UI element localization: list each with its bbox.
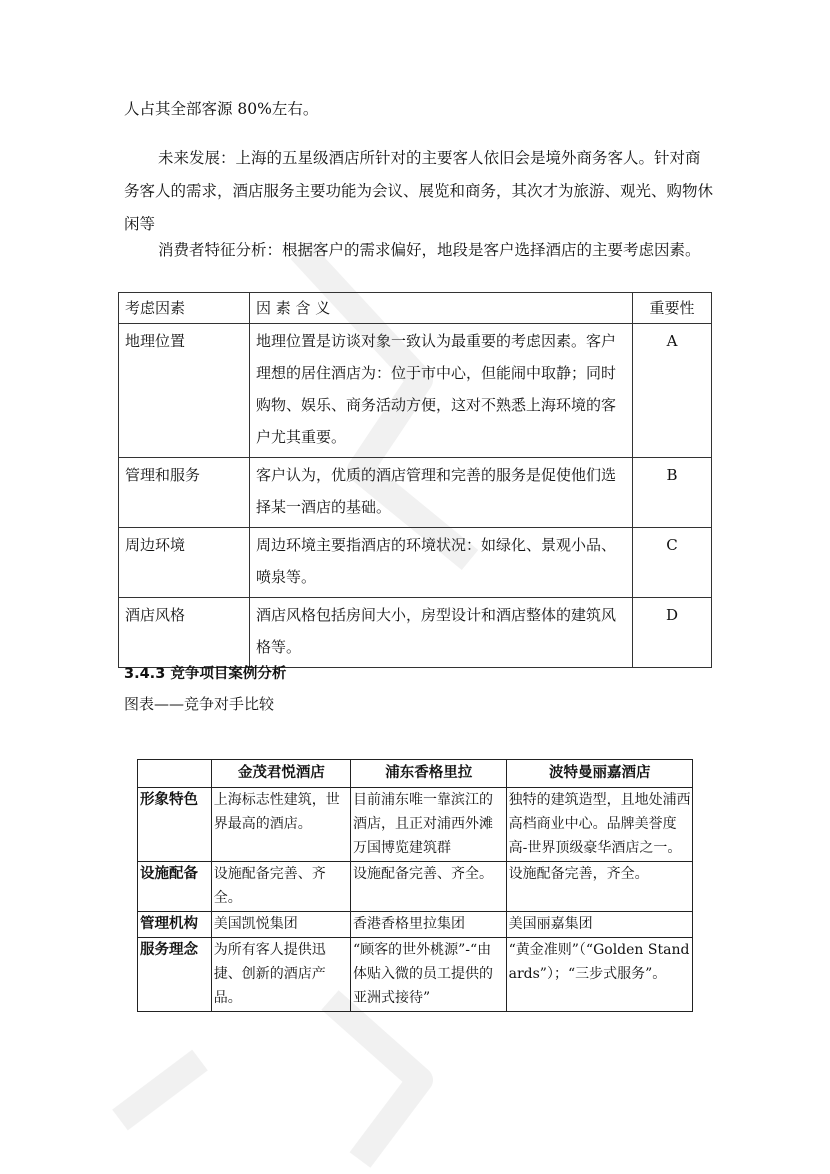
header-blank xyxy=(138,760,212,788)
row-label: 管理机构 xyxy=(138,912,212,938)
meaning-cell: 客户认为，优质的酒店管理和完善的服务是促使他们选择某一酒店的基础。 xyxy=(250,458,633,528)
jinmao-cell: 设施配备完善、齐全。 xyxy=(211,862,350,912)
meaning-cell: 地理位置是访谈对象一致认为最重要的考虑因素。客户理想的居住酒店为：位于市中心，但能闹中取静；同时购物、娱乐、商务活动方便，这对不熟悉上海环境的客户尤其重要。 xyxy=(250,324,633,458)
section-heading: 3.4.3 竞争项目案例分析 xyxy=(124,666,287,682)
portman-cell: “黄金准则”（“Golden Standards”）；“三步式服务”。 xyxy=(506,938,692,1012)
header-importance: 重要性 xyxy=(633,293,712,324)
row-label: 服务理念 xyxy=(138,938,212,1012)
row-label: 形象特色 xyxy=(138,788,212,862)
header-shangri-la: 浦东香格里拉 xyxy=(350,760,506,788)
header-meaning: 因 素 含 义 xyxy=(250,293,633,324)
importance-cell: C xyxy=(633,528,712,598)
factor-table xyxy=(118,292,712,668)
header-factor: 考虑因素 xyxy=(119,293,250,324)
shangri-la-cell: 目前浦东唯一靠滨江的酒店，且正对浦西外滩万国博览建筑群 xyxy=(350,788,506,862)
compare-table-header xyxy=(138,760,693,788)
shangri-la-cell: “顾客的世外桃源”-“由体贴入微的员工提供的亚洲式接待” xyxy=(350,938,506,1012)
competitor-compare-table xyxy=(137,759,693,1012)
portman-cell: 独特的建筑造型，且地处浦西高档商业中心。品牌美誉度高-世界顶级豪华酒店之一。 xyxy=(506,788,692,862)
factor-cell: 周边环境 xyxy=(119,528,250,598)
row-label: 设施配备 xyxy=(138,862,212,912)
importance-cell: A xyxy=(633,324,712,458)
table-row xyxy=(119,528,712,598)
table-row xyxy=(138,788,693,862)
table-row xyxy=(119,324,712,458)
paragraph-consumer-analysis: 消费者特征分析：根据客户的需求偏好，地段是客户选择酒店的主要考虑因素。 xyxy=(158,241,701,259)
portman-cell: 设施配备完善，齐全。 xyxy=(506,862,692,912)
header-jinmao: 金茂君悦酒店 xyxy=(211,760,350,788)
meaning-cell: 周边环境主要指酒店的环境状况：如绿化、景观小品、喷泉等。 xyxy=(250,528,633,598)
shangri-la-cell: 设施配备完善、齐全。 xyxy=(350,862,506,912)
factor-cell: 酒店风格 xyxy=(119,598,250,668)
shangri-la-cell: 香港香格里拉集团 xyxy=(350,912,506,938)
header-portman: 波特曼丽嘉酒店 xyxy=(506,760,692,788)
paragraph-future-development: 未来发展：上海的五星级酒店所针对的主要客人依旧会是境外商务客人。针对商务客人的需求，酒店服务主要功能为会议、展览和商务，其次才为旅游、观光、购物休闲等 xyxy=(124,149,714,233)
figure-caption: 图表——竞争对手比较 xyxy=(124,695,275,713)
jinmao-cell: 美国凯悦集团 xyxy=(211,912,350,938)
factor-cell: 地理位置 xyxy=(119,324,250,458)
table-row xyxy=(119,598,712,668)
jinmao-cell: 为所有客人提供迅捷、创新的酒店产品。 xyxy=(211,938,350,1012)
jinmao-cell: 上海标志性建筑，世界最高的酒店。 xyxy=(211,788,350,862)
meaning-cell: 酒店风格包括房间大小，房型设计和酒店整体的建筑风格等。 xyxy=(250,598,633,668)
table-row xyxy=(138,862,693,912)
table-row xyxy=(138,912,693,938)
importance-cell: D xyxy=(633,598,712,668)
portman-cell: 美国丽嘉集团 xyxy=(506,912,692,938)
table-row xyxy=(119,458,712,528)
factor-cell: 管理和服务 xyxy=(119,458,250,528)
factor-table-header xyxy=(119,293,712,324)
table-row xyxy=(138,938,693,1012)
paragraph-continuation: 人占其全部客源 80%左右。 xyxy=(124,100,319,118)
importance-cell: B xyxy=(633,458,712,528)
